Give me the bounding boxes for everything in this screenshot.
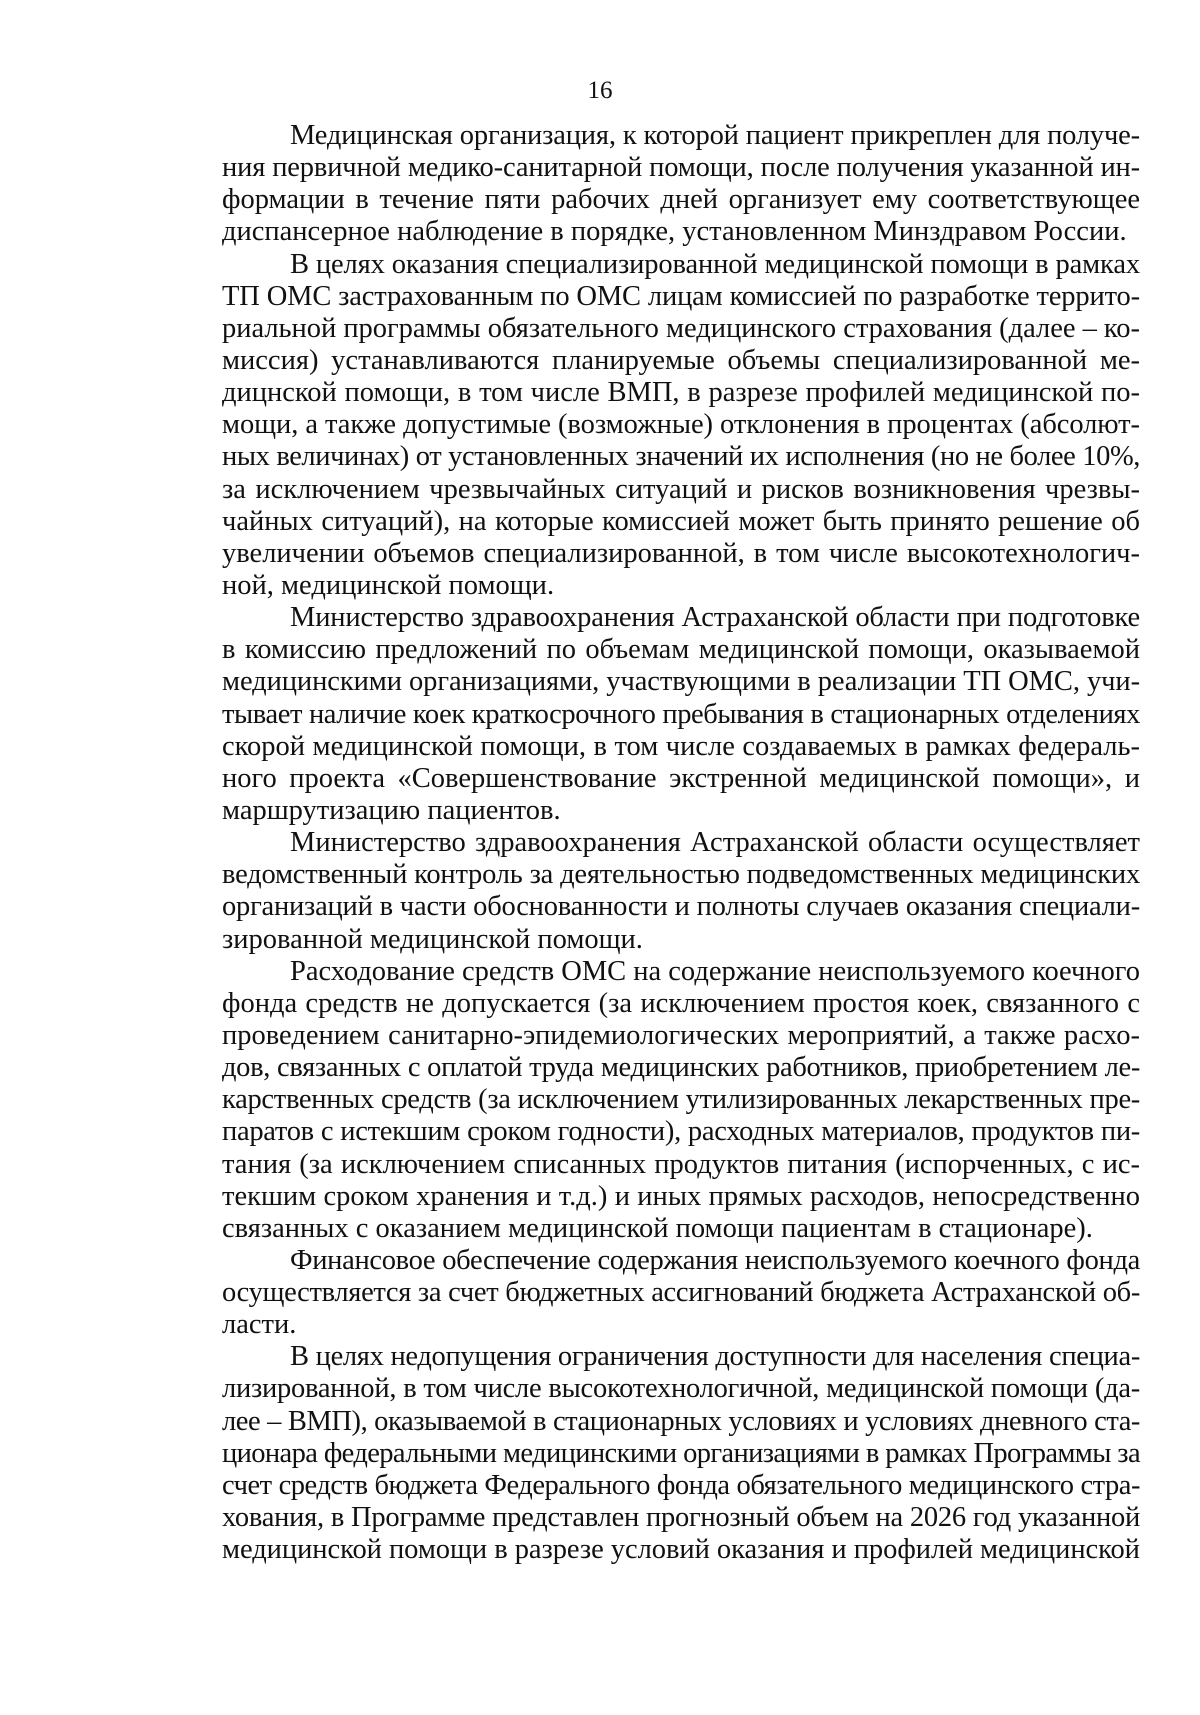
text-line: Финансовое обеспечение содержания неиспользуемого коечного фонда bbox=[290, 1244, 1140, 1276]
text-line: лее – ВМП), оказываемой в стационарных условиях и условиях дневного ста- bbox=[222, 1405, 1140, 1437]
text-line: Министерство здравоохранения Астраханской области осуществляет bbox=[290, 827, 1140, 859]
text-line: медицинской помощи в разрезе условий оказания и профилей медицинской bbox=[222, 1534, 1140, 1566]
text-line: ной, медицинской помощи. bbox=[222, 569, 555, 601]
text-line: Расходование средств ОМС на содержание неиспользуемого коечного bbox=[290, 955, 1140, 987]
text-line: увеличении объемов специализированной, в том числе высокотехнологич- bbox=[222, 537, 1140, 569]
text-line: ционара федеральными медицинскими организациями в рамках Программы за bbox=[222, 1437, 1140, 1469]
text-line: тывает наличие коек краткосрочного пребывания в стационарных отделениях bbox=[222, 698, 1140, 730]
paragraph bbox=[222, 956, 1140, 1245]
text-line: ния первичной медико-санитарной помощи, после получения указанной ин- bbox=[222, 152, 1140, 184]
text-line: ных величинах) от установленных значений их исполнения (но не более 10%, bbox=[222, 441, 1140, 473]
text-line: В целях недопущения ограничения доступности для населения специа- bbox=[290, 1341, 1140, 1373]
text-line: текшим сроком хранения и т.д.) и иных прямых расходов, непосредственно bbox=[222, 1180, 1140, 1212]
text-line: дицнской помощи, в том числе ВМП, в разрезе профилей медицинской по- bbox=[222, 377, 1140, 409]
text-line: ного проекта «Совершенствование экстренной медицинской помощи», и bbox=[222, 762, 1140, 794]
text-line: дов, связанных с оплатой труда медицинских работников, приобретением ле- bbox=[222, 1052, 1140, 1084]
text-line: организаций в части обоснованности и полноты случаев оказания специали- bbox=[222, 891, 1140, 923]
text-line: проведением санитарно-эпидемиологических мероприятий, а также расхо- bbox=[222, 1019, 1140, 1051]
paragraph bbox=[222, 120, 1140, 249]
text-line: медицинскими организациями, участвующими в реализации ТП ОМС, учи- bbox=[222, 666, 1140, 698]
text-line: формации в течение пяти рабочих дней организует ему соответствующее bbox=[222, 184, 1140, 216]
text-line: осуществляется за счет бюджетных ассигнований бюджета Астраханской об- bbox=[222, 1277, 1140, 1309]
text-line: карственных средств (за исключением утилизированных лекарственных пре- bbox=[222, 1084, 1140, 1116]
text-line: ведомственный контроль за деятельностью подведомственных медицинских bbox=[222, 859, 1140, 891]
page-number: 16 bbox=[587, 77, 613, 104]
text-line: счет средств бюджета Федерального фонда обязательного медицинского стра- bbox=[222, 1469, 1140, 1501]
paragraph bbox=[222, 249, 1140, 603]
text-line: зированной медицинской помощи. bbox=[222, 923, 643, 955]
document-body bbox=[222, 120, 1140, 1566]
text-line: диспансерное наблюдение в порядке, установленном Минздравом России. bbox=[222, 216, 1127, 248]
text-line: ТП ОМС застрахованным по ОМС лицам комиссией по разработке террито- bbox=[222, 280, 1140, 312]
text-line: маршрутизацию пациентов. bbox=[222, 794, 561, 826]
text-line: мощи, а также допустимые (возможные) отклонения в процентах (абсолют- bbox=[222, 409, 1140, 441]
paragraph bbox=[222, 827, 1140, 956]
text-line: за исключением чрезвычайных ситуаций и рисков возникновения чрезвы- bbox=[222, 473, 1140, 505]
text-line: ласти. bbox=[222, 1309, 297, 1341]
text-line: Медицинская организация, к которой пациент прикреплен для получе- bbox=[290, 120, 1140, 151]
text-line: фонда средств не допускается (за исключением простоя коек, связанного с bbox=[222, 987, 1140, 1019]
text-line: хования, в Программе представлен прогнозный объем на 2026 год указанной bbox=[222, 1502, 1140, 1534]
text-line: риальной программы обязательного медицинского страхования (далее – ко- bbox=[222, 312, 1140, 344]
text-line: паратов с истекшим сроком годности), расходных материалов, продуктов пи- bbox=[222, 1116, 1140, 1148]
paragraph bbox=[222, 602, 1140, 827]
text-line: тания (за исключением списанных продуктов питания (испорченных, с ис- bbox=[222, 1148, 1140, 1180]
text-line: скорой медицинской помощи, в том числе создаваемых в рамках федераль- bbox=[222, 730, 1140, 762]
text-line: в комиссию предложений по объемам медицинской помощи, оказываемой bbox=[222, 634, 1140, 666]
paragraph bbox=[222, 1245, 1140, 1341]
text-line: Министерство здравоохранения Астраханской области при подготовке bbox=[290, 602, 1140, 634]
text-line: В целях оказания специализированной медицинской помощи в рамках bbox=[290, 248, 1140, 280]
paragraph bbox=[222, 1341, 1140, 1566]
text-line: лизированной, в том числе высокотехнологичной, медицинской помощи (да- bbox=[222, 1373, 1140, 1405]
text-line: миссия) устанавливаются планируемые объемы специализированной ме- bbox=[222, 344, 1140, 376]
text-line: чайных ситуаций), на которые комиссией может быть принято решение об bbox=[222, 505, 1140, 537]
text-line: связанных с оказанием медицинской помощи пациентам в стационаре). bbox=[222, 1212, 1093, 1244]
